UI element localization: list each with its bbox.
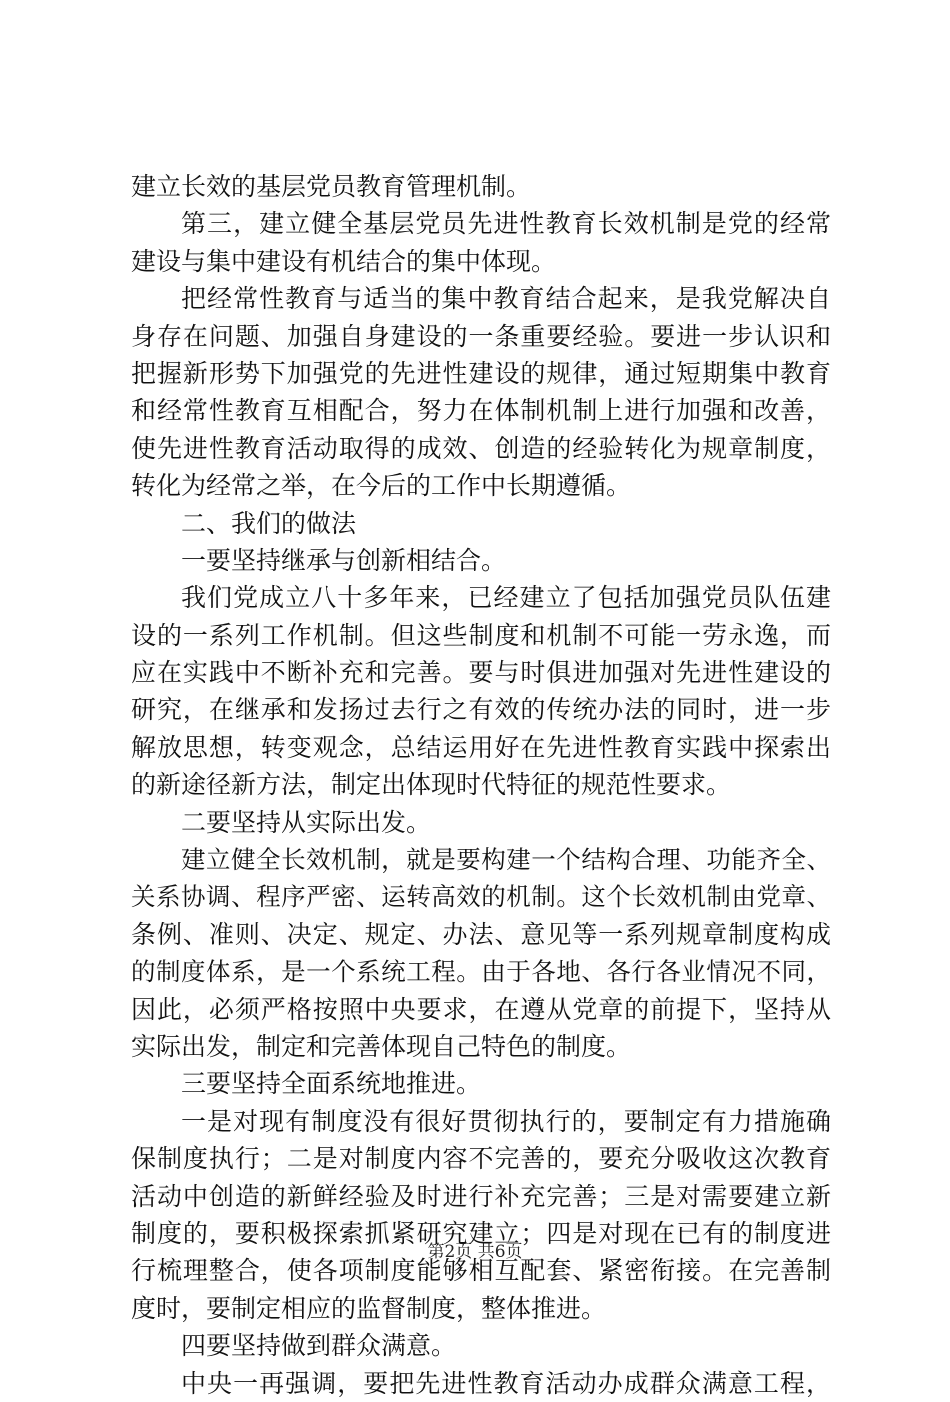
text-line: 建设与集中建设有机结合的集中体现。	[131, 246, 557, 276]
text-line: 和经常性教育互相配合，努力在体制机制上进行加强和改善，	[131, 396, 831, 426]
text-line: 活动中创造的新鲜经验及时进行补充完善；三是对需要建立新	[131, 1181, 831, 1211]
text-line: 我们党成立八十多年来，已经建立了包括加强党员队伍建	[181, 583, 831, 613]
text-line: 的制度体系，是一个系统工程。由于各地、各行各业情况不同，	[131, 957, 831, 987]
text-line: 因此，必须严格按照中央要求，在遵从党章的前提下，坚持从	[131, 994, 831, 1024]
text-line: 制度的，要积极探索抓紧研究建立；四是对现在已有的制度进	[131, 1218, 831, 1248]
text-line: 身存在问题、加强自身建设的一条重要经验。要进一步认识和	[131, 321, 831, 351]
text-line: 关系协调、程序严密、运转高效的机制。这个长效机制由党章、	[131, 882, 831, 912]
page-number-label: 第2页 共6页	[427, 1242, 523, 1262]
text-line: 一要坚持继承与创新相结合。	[181, 545, 507, 575]
text-line: 建立长效的基层党员教育管理机制。	[131, 172, 532, 201]
document-body	[131, 168, 831, 1402]
text-line: 的新途径新方法，制定出体现时代特征的规范性要求。	[131, 770, 732, 800]
page-footer	[0, 1240, 950, 1264]
text-line: 四要坚持做到群众满意。	[181, 1331, 457, 1361]
text-line: 行梳理整合，使各项制度能够相互配套、紧密衔接。在完善制	[131, 1256, 831, 1286]
text-line: 建立健全长效机制，就是要构建一个结构合理、功能齐全、	[181, 845, 831, 875]
text-line: 应在实践中不断补充和完善。要与时俱进加强对先进性建设的	[131, 658, 831, 688]
text-line: 保制度执行；二是对制度内容不完善的，要充分吸收这次教育	[131, 1144, 831, 1174]
text-line: 解放思想，转变观念，总结运用好在先进性教育实践中探索出	[131, 732, 831, 762]
text-line: 设的一系列工作机制。但这些制度和机制不可能一劳永逸，而	[131, 620, 831, 650]
text-line: 二要坚持从实际出发。	[181, 807, 432, 837]
text-line: 把握新形势下加强党的先进性建设的规律，通过短期集中教育	[131, 358, 831, 388]
text-line: 研究，在继承和发扬过去行之有效的传统办法的同时，进一步	[131, 695, 831, 725]
text-line: 一是对现有制度没有很好贯彻执行的，要制定有力措施确	[181, 1106, 831, 1136]
text-line: 实际出发，制定和完善体现自己特色的制度。	[131, 1031, 632, 1061]
text-line: 转化为经常之举，在今后的工作中长期遵循。	[131, 471, 632, 501]
text-line: 三要坚持全面系统地推进。	[181, 1069, 482, 1099]
text-line: 条例、准则、决定、规定、办法、意见等一系列规章制度构成	[131, 919, 831, 949]
text-line: 第三，建立健全基层党员先进性教育长效机制是党的经常	[181, 209, 831, 239]
text-line: 使先进性教育活动取得的成效、创造的经验转化为规章制度，	[131, 433, 831, 463]
text-line: 把经常性教育与适当的集中教育结合起来，是我党解决自	[181, 284, 831, 314]
text-line: 度时，要制定相应的监督制度，整体推进。	[131, 1293, 607, 1323]
text-line: 二、我们的做法	[181, 508, 357, 538]
text-line: 中央一再强调，要把先进性教育活动办成群众满意工程，	[181, 1368, 831, 1398]
